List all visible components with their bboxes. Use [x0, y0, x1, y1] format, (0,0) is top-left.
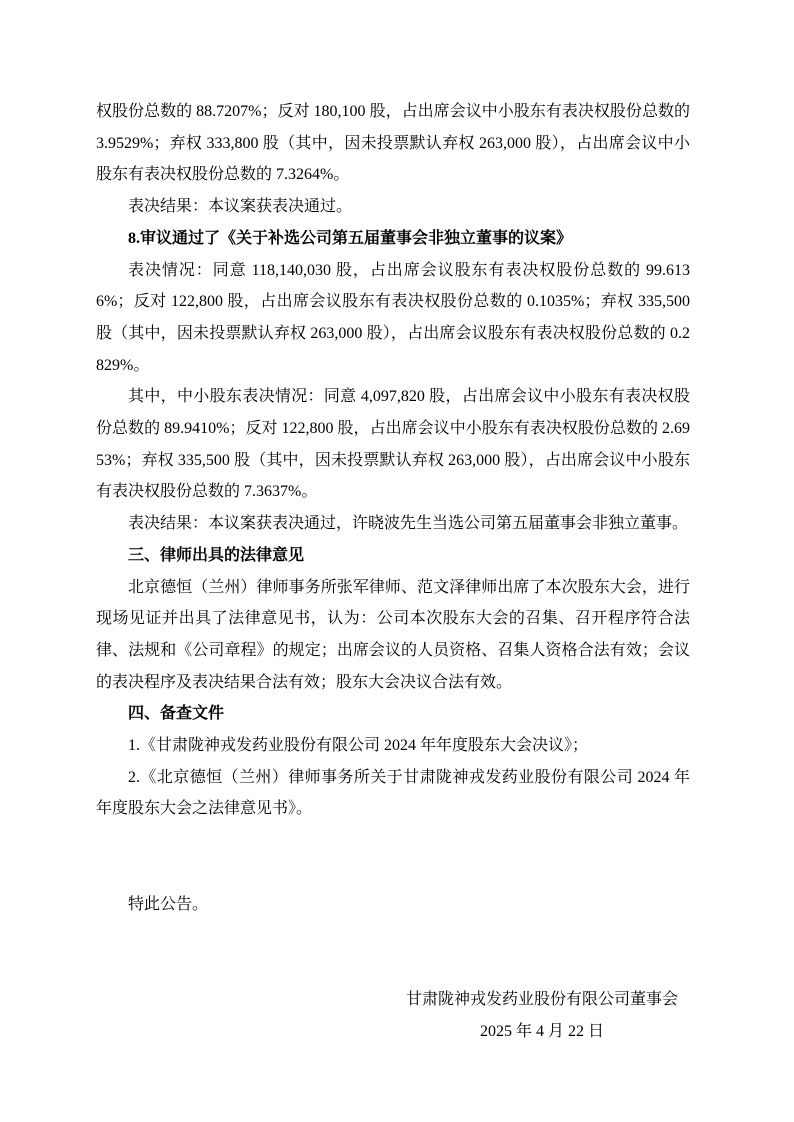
- paragraph: 北京德恒（兰州）律师事务所张军律师、范文泽律师出席了本次股东大会，进行现场见证并出具了法律意见书，认为：公司本次股东大会的召集、召开程序符合法律、法规和《公司章程》的规定；出席会议的人员资格、召集人资格合法有效；会议的表决程序及表决结果合法有效；股东大会决议合法有效。: [96, 578, 690, 691]
- section-heading: 三、律师出具的法律意见: [128, 546, 305, 564]
- signature-company: 甘肃陇神戎发药业股份有限公司董事会: [405, 991, 678, 1009]
- signature-date: 2025 年 4 月 22 日: [479, 1022, 604, 1040]
- blank-line: [96, 841, 690, 873]
- paragraph: 权股份总数的 88.7207%；反对 180,100 股，占出席会议中小股东有表决权股份总数的 3.9529%；弃权 333,800 股（其中，因未投票默认弃权 263,000 股），占出席会议中小股东有表决权股份总数的 7.3264%。: [96, 103, 690, 184]
- section-heading: 8.审议通过了《关于补选公司第五届董事会非独立董事的议案》: [128, 229, 573, 247]
- section-heading: 四、备查文件: [128, 705, 225, 723]
- blank-line: [96, 937, 690, 969]
- paragraph: 表决结果：本议案获表决通过。: [128, 198, 353, 216]
- paragraph: 表决情况：同意 118,140,030 股，占出席会议股东有表决权股份总数的 99.6136%；反对 122,800 股，占出席会议股东有表决权股份总数的 0.1035%；弃权 335,500 股（其中，因未投票默认弃权 263,000 股），占出席会议股东有表决权股份总数的 0.2829%。: [96, 261, 690, 374]
- closing-inner: [406, 984, 678, 1047]
- paragraph: 其中，中小股东表决情况：同意 4,097,820 股，占出席会议中小股东有表决权股份总数的 89.9410%；反对 122,800 股，占出席会议中小股东有表决权股份总数的 2.6953%；弃权 335,500 股（其中，因未投票默认弃权 263,000 股），占出席会议中小股东有表决权股份总数的 7.3637%。: [96, 388, 690, 501]
- document-body: [96, 96, 690, 968]
- paragraph: 特此公告。: [128, 895, 209, 913]
- paragraph: 表决结果：本议案获表决通过，许晓波先生当选公司第五届董事会非独立董事。: [128, 515, 689, 533]
- paragraph: 2.《北京德恒（兰州）律师事务所关于甘肃陇神戎发药业股份有限公司 2024 年年度股东大会之法律意见书》。: [96, 768, 690, 818]
- paragraph: 1.《甘肃陇神戎发药业股份有限公司 2024 年年度股东大会决议》；: [128, 737, 589, 755]
- closing-block: [96, 984, 690, 1047]
